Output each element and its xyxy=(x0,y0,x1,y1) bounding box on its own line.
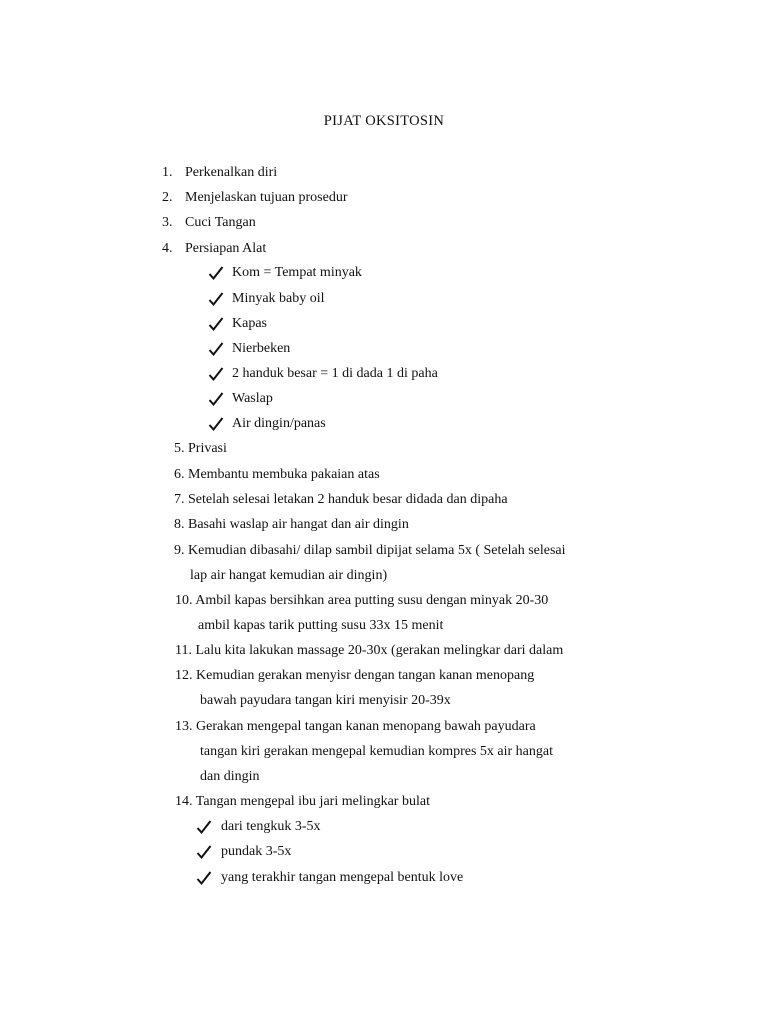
checkmark-icon xyxy=(208,315,224,333)
checkmark-icon xyxy=(208,340,224,358)
checkmark-icon xyxy=(208,365,224,383)
checklist-item: Kapas xyxy=(232,316,267,331)
checkmark-icon xyxy=(208,290,224,308)
checklist-item: Minyak baby oil xyxy=(232,291,325,306)
checkmark-icon xyxy=(208,390,224,408)
checkmark-icon xyxy=(208,415,224,433)
list-item: Menjelaskan tujuan prosedur xyxy=(185,190,348,205)
checklist-item: yang terakhir tangan mengepal bentuk love xyxy=(221,870,464,885)
checklist-item: Waslap xyxy=(232,391,273,406)
step-line: 11. Lalu kita lakukan massage 20-30x (gerakan melingkar dari dalam xyxy=(175,643,564,658)
step-line-continued: lap air hangat kemudian air dingin) xyxy=(190,568,388,583)
step-line: 14. Tangan mengepal ibu jari melingkar bulat xyxy=(175,794,430,809)
checklist-item: pundak 3-5x xyxy=(221,844,292,859)
step-line-continued: bawah payudara tangan kiri menyisir 20-39x xyxy=(200,693,451,708)
list-number: 3. xyxy=(162,215,173,230)
checklist-item: dari tengkuk 3-5x xyxy=(221,819,321,834)
checkmark-icon xyxy=(196,818,212,836)
step-line: 12. Kemudian gerakan menyisr dengan tangan kanan menopang xyxy=(175,668,535,683)
step-line: 13. Gerakan mengepal tangan kanan menopang bawah payudara xyxy=(175,719,536,734)
checklist-item: Nierbeken xyxy=(232,341,291,356)
list-item: Perkenalkan diri xyxy=(185,165,278,180)
step-line-continued: dan dingin xyxy=(200,769,260,784)
list-number: 1. xyxy=(162,165,173,180)
list-item: Cuci Tangan xyxy=(185,215,256,230)
list-number: 2. xyxy=(162,190,173,205)
checkmark-icon xyxy=(208,264,224,282)
checkmark-icon xyxy=(196,869,212,887)
list-number: 4. xyxy=(162,241,173,256)
step-line: 5. Privasi xyxy=(174,441,227,456)
checklist-item: Air dingin/panas xyxy=(232,416,326,431)
checklist-item: 2 handuk besar = 1 di dada 1 di paha xyxy=(232,366,438,381)
list-item: Persiapan Alat xyxy=(185,241,267,256)
document-title: PIJAT OKSITOSIN xyxy=(323,113,445,129)
step-line-continued: ambil kapas tarik putting susu 33x 15 menit xyxy=(198,618,444,633)
step-line: 6. Membantu membuka pakaian atas xyxy=(174,467,380,482)
step-line: 7. Setelah selesai letakan 2 handuk besar didada dan dipaha xyxy=(174,492,508,507)
step-line-continued: tangan kiri gerakan mengepal kemudian kompres 5x air hangat xyxy=(200,744,553,759)
checklist-item: Kom = Tempat minyak xyxy=(232,265,362,280)
step-line: 9. Kemudian dibasahi/ dilap sambil dipijat selama 5x ( Setelah selesai xyxy=(174,543,566,558)
checkmark-icon xyxy=(196,843,212,861)
step-line: 8. Basahi waslap air hangat dan air dingin xyxy=(174,517,409,532)
step-line: 10. Ambil kapas bersihkan area putting susu dengan minyak 20-30 xyxy=(175,593,549,608)
